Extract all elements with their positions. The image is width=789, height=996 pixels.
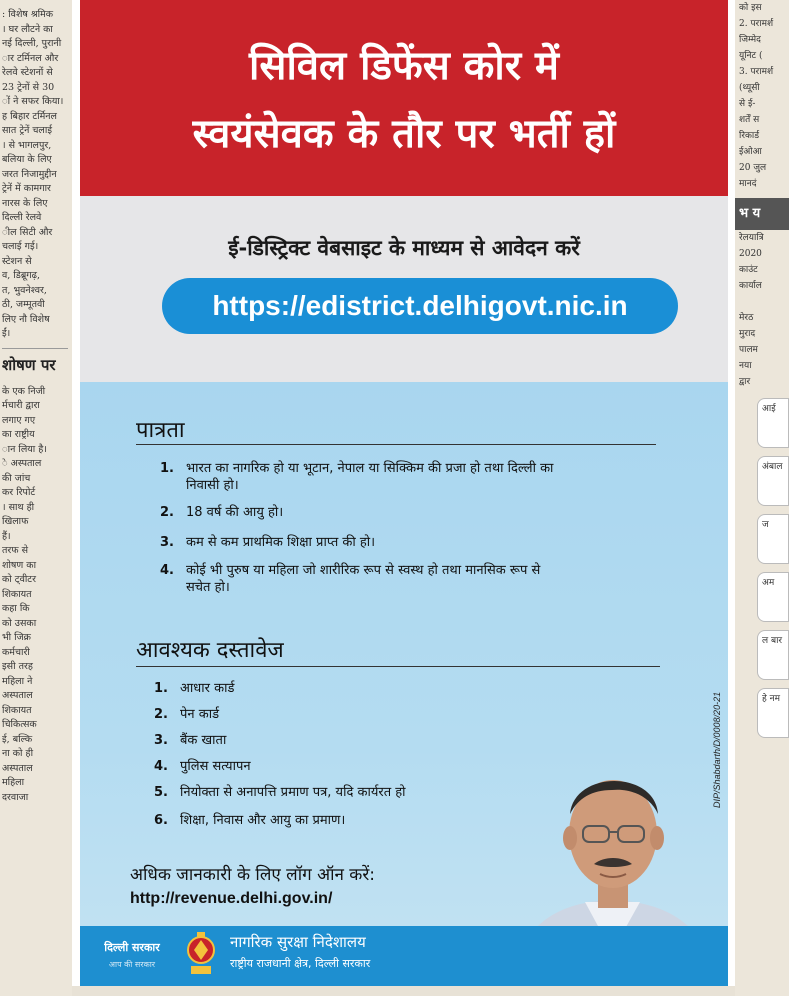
column-text-line: अस्पताल bbox=[2, 690, 33, 701]
column-text-line: ान लिया है। bbox=[2, 443, 47, 455]
column-text-line: रेलवे स्टेशनों से bbox=[2, 67, 53, 78]
left-column-heading: शोषण पर bbox=[2, 355, 56, 374]
column-text-line: ईं। bbox=[2, 328, 11, 339]
column-text-line: ईओआ bbox=[739, 147, 762, 157]
column-text-line: त, भुवनेश्वर, bbox=[2, 284, 47, 296]
headline-banner bbox=[80, 0, 728, 202]
column-text-line: स्टेशन से bbox=[2, 255, 32, 267]
right-column-box: आई bbox=[757, 398, 789, 448]
column-text-line: व, डिब्रूगढ़, bbox=[2, 270, 41, 281]
column-text-line: महिला bbox=[2, 777, 25, 788]
column-text-line: ना को ही bbox=[2, 748, 34, 759]
eligibility-title: पात्रता bbox=[136, 418, 185, 443]
column-text-line: शिकायत bbox=[2, 588, 32, 600]
column-text-line: कर रिपोर्ट bbox=[2, 487, 36, 498]
column-text-line: नारस के लिए bbox=[2, 197, 48, 209]
eligibility-divider bbox=[136, 444, 656, 445]
column-text-line: र्मचारी द्वारा bbox=[2, 400, 40, 411]
column-text-line: को ट्वीटर bbox=[2, 574, 36, 585]
newspaper-left-column bbox=[0, 0, 72, 996]
column-text-line: ों ने सफर किया। bbox=[2, 96, 64, 107]
column-text-line: खिलाफ bbox=[2, 516, 29, 527]
column-text-line: को उसका bbox=[2, 617, 37, 629]
right-column-box: अंबाल bbox=[757, 456, 789, 506]
column-text-line: : विशेष श्रमिक bbox=[2, 9, 54, 20]
column-text-line: ठी, जम्मूतवी bbox=[2, 299, 45, 310]
column-text-line: बलिया के लिए bbox=[2, 154, 52, 165]
column-text-line: यूनिट ( bbox=[739, 51, 763, 61]
column-text-line: े अस्पताल bbox=[2, 458, 42, 469]
column-text-line: मानदं bbox=[739, 179, 757, 189]
apply-section bbox=[80, 196, 728, 382]
column-text-line: दरवाजा bbox=[2, 791, 29, 803]
revenue-url-link[interactable]: http://revenue.delhi.gov.in/ bbox=[130, 890, 333, 907]
apply-instruction: ई-डिस्ट्रिक्ट वेबसाइट के माध्यम से आवेदन करें bbox=[228, 236, 580, 260]
column-text-line: चिकित्सक bbox=[2, 719, 37, 730]
column-text-line: तरफ से bbox=[2, 545, 29, 556]
column-text-line: महिला ने bbox=[2, 675, 33, 687]
column-text-line: की जांच bbox=[2, 472, 31, 484]
column-text-line: कहा कि bbox=[2, 603, 30, 614]
civil-defence-advertisement bbox=[72, 0, 735, 986]
right-column-text-middle bbox=[735, 230, 789, 294]
column-text-line: मेरठ bbox=[739, 313, 754, 323]
column-text-line: । घर लौटने का bbox=[2, 23, 53, 35]
column-text-line: लगाए गए bbox=[2, 414, 36, 426]
column-text-line: । से भागलपुर, bbox=[2, 139, 52, 151]
info-panel: पात्रता 1. भारत का नागरिक हो या भूटान, नेपाल या सिक्किम की प्रजा हो तथा दिल्ली का निवासी हो। 2. 18 वर्ष की आयु हो। 3. कम से कम प्राथमिक शिक्षा प्राप्त की हो। 4. कोई भी पुरुष या महिला जो शारीरिक रूप से स्वस्थ हो तथा मानसिक रूप से सचेत हो। आवश्यक दस्तावेज 1. आधार कार्ड 2. पेन कार्ड 3. बैंक खाता 4. पुलिस सत्यापन 5. नियोक्ता से अनापत्ति प्रमाण पत्र, यदि कार्यरत हो 6. शिक्षा, निवास और आयु का प्रमाण। अधिक जानकारी के लिए लॉग ऑन करें: http://revenue.delhi.gov.in/ DIP/Shabdarth/D/0008/20-21 bbox=[80, 382, 728, 986]
documents-divider bbox=[136, 666, 660, 667]
column-text-line: 23 ट्रेनों से 30 bbox=[2, 81, 55, 93]
column-text-line: के एक निजी bbox=[2, 385, 46, 397]
column-divider bbox=[2, 348, 68, 349]
column-text-line: (थ्यूसी bbox=[739, 83, 760, 93]
more-info-text: अधिक जानकारी के लिए लॉग ऑन करें: bbox=[130, 865, 376, 885]
column-text-line: दिल्ली रेलवे bbox=[2, 212, 42, 223]
column-text-line: इसी तरह bbox=[2, 661, 33, 672]
column-text-line: 20 जुल bbox=[739, 163, 767, 173]
department-subtitle: राष्ट्रीय राजधानी क्षेत्र, दिल्ली सरकार bbox=[230, 957, 371, 970]
column-text-line: रिकार्ड bbox=[739, 131, 760, 141]
column-text-line: शर्तें स bbox=[739, 115, 760, 125]
column-text-line: चलाई गई। bbox=[2, 241, 39, 252]
right-column-text-lower bbox=[735, 310, 789, 390]
column-text-line: 2020 bbox=[739, 249, 762, 259]
column-text-line: 2. परामर्श bbox=[739, 19, 774, 29]
left-column-text-bottom bbox=[2, 385, 72, 806]
right-column-box: हे नम bbox=[757, 688, 789, 738]
dip-code: DIP/Shabdarth/D/0008/20-21 bbox=[712, 691, 722, 808]
column-text-line: काउंट bbox=[739, 265, 758, 275]
column-text-line: सात ट्रेनें चलाई bbox=[2, 125, 52, 136]
right-column-box: ल बार bbox=[757, 630, 789, 680]
column-text-line: ील सिटी और bbox=[2, 226, 53, 238]
column-text-line: अस्पताल bbox=[2, 762, 33, 774]
column-text-line: रेलयात्रि bbox=[739, 233, 764, 243]
department-name: नागरिक सुरक्षा निदेशालय bbox=[230, 933, 366, 951]
column-text-line: को इस bbox=[739, 3, 762, 13]
column-text-line: । साथ ही bbox=[2, 501, 35, 513]
column-text-line: कर्मचारी bbox=[2, 646, 30, 658]
column-text-line: भी जिक्र bbox=[2, 632, 31, 643]
documents-title: आवश्यक दस्तावेज bbox=[136, 638, 284, 663]
column-text-line: शिकायत bbox=[2, 704, 32, 716]
column-text-line: शोषण का bbox=[2, 559, 37, 571]
column-text-line: मुराद bbox=[739, 329, 756, 339]
delhi-government-logo: दिल्ली सरकार आप की सरकार bbox=[104, 941, 160, 969]
column-text-line: नया bbox=[739, 361, 752, 371]
newspaper-right-column bbox=[735, 0, 789, 996]
column-text-line: ह बिहार टर्मिनल bbox=[2, 110, 58, 122]
column-text-line: लिए नौ विशेष bbox=[2, 313, 50, 325]
right-column-box: ज bbox=[757, 514, 789, 564]
column-text-line: कार्याल bbox=[739, 281, 762, 291]
edistrict-url-link[interactable]: https://edistrict.delhigovt.nic.in bbox=[162, 278, 678, 334]
headline-line-2: स्वयंसेवक के तौर पर भर्ती हों bbox=[192, 111, 616, 157]
column-text-line: का राष्ट्रीय bbox=[2, 429, 35, 440]
footer-bar bbox=[80, 926, 728, 986]
column-text-line: ार टर्मिनल और bbox=[2, 52, 59, 64]
column-text-line: 3. परामर्श bbox=[739, 67, 774, 77]
column-text-line: ट्रेनें में कामगार bbox=[2, 183, 51, 194]
column-text-line: पालम bbox=[739, 345, 758, 355]
column-text-line: जरत निजामुद्दीन bbox=[2, 168, 57, 180]
column-text-line: नई दिल्ली, पुरानी bbox=[2, 38, 62, 49]
right-column-heading: भ य bbox=[735, 198, 789, 230]
headline-line-1: सिविल डिफेंस कोर में bbox=[249, 43, 559, 89]
left-column-text-top bbox=[2, 8, 72, 342]
right-column-box: अम bbox=[757, 572, 789, 622]
column-text-line: जिम्मेद bbox=[739, 35, 761, 45]
civil-defence-emblem-icon bbox=[186, 930, 216, 978]
column-text-line: ई, बल्कि bbox=[2, 733, 33, 745]
column-text-line: से ई- bbox=[739, 99, 756, 109]
column-text-line: हैं। bbox=[2, 530, 11, 542]
right-column-text-top bbox=[735, 0, 789, 192]
column-text-line: द्वार bbox=[739, 377, 751, 387]
